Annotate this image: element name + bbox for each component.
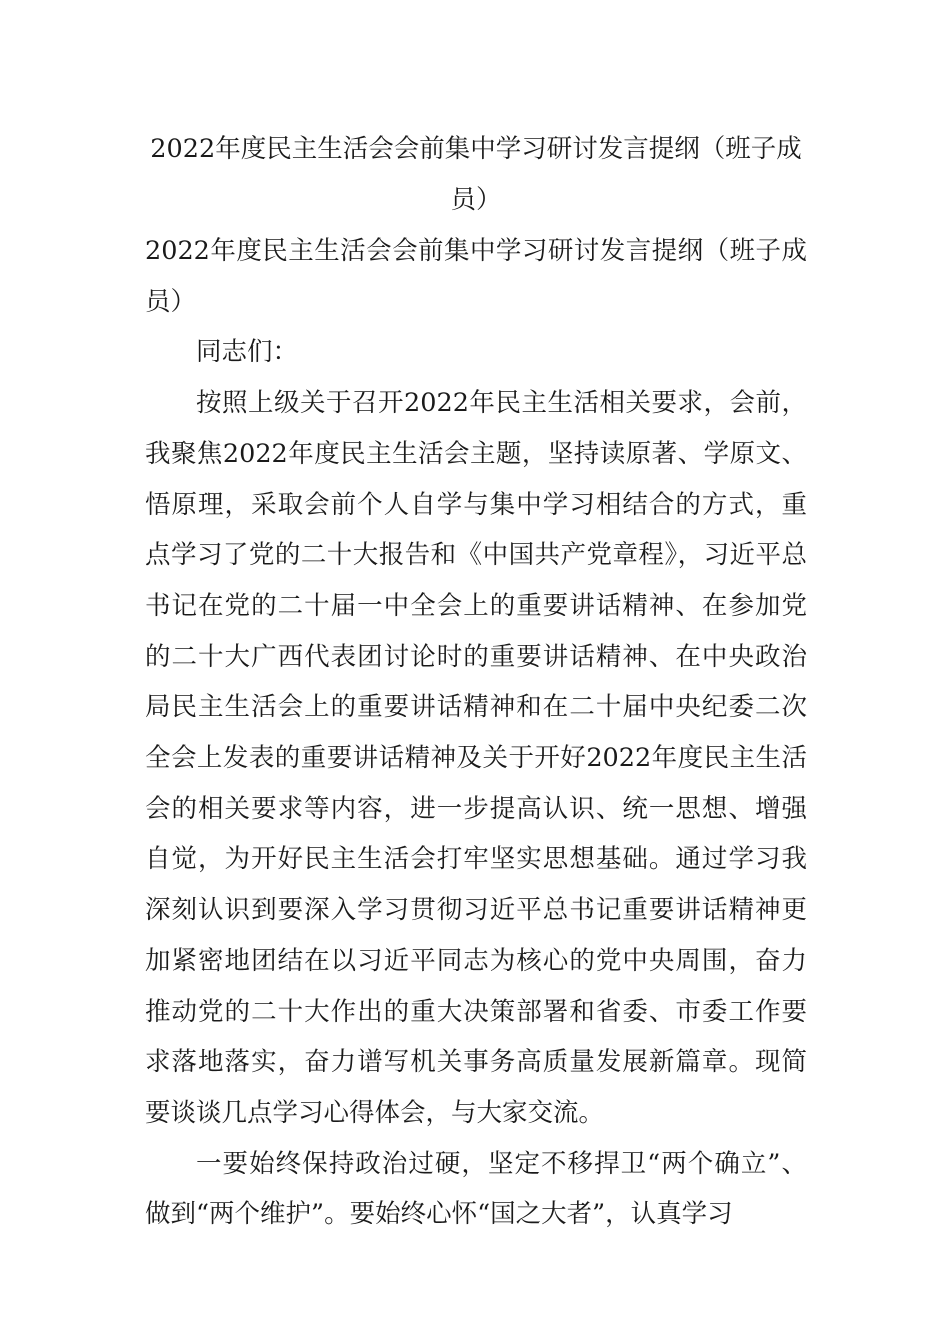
- document-subtitle: 2022年度民主生活会会前集中学习研讨发言提纲（班子成员）: [145, 236, 807, 317]
- salutation: 同志们：: [196, 337, 299, 368]
- document-title: 2022年度民主生活会会前集中学习研讨发言提纲（班子成员）: [150, 134, 802, 215]
- body-paragraph-1: 按照上级关于召开2022年民主生活相关要求，会前，我聚焦2022年度民主生活会主题，坚持读原著、学原文、悟原理，采取会前个人自学与集中学习相结合的方式，重点学习了党的二十大报告和《中国共产党章程》，习近平总书记在党的二十届一中全会上的重要讲话精神、在参加党的二十大广西代表团讨论时的重要讲话精神、在中央政治局民主生活会上的重要讲话精神和在二十届中央纪委二次全会上发表的重要讲话精神及关于开好2022年度民主生活会的相关要求等内容，进一步提高认识、统一思想、增强自觉，为开好民主生活会打牢坚实思想基础。通过学习我深刻认识到要深入学习贯彻习近平总书记重要讲话精神更加紧密地团结在以习近平同志为核心的党中央周围，奋力推动党的二十大作出的重大决策部署和省委、市委工作要求落地落实，奋力谱写机关事务高质量发展新篇章。现简要谈谈几点学习心得体会，与大家交流。: [145, 388, 807, 1128]
- document-page: [145, 124, 807, 1240]
- body-paragraph-2: 一要始终保持政治过硬，坚定不移捍卫“两个确立”、做到“两个维护”。要始终心怀“国之大者”，认真学习: [145, 1148, 807, 1230]
